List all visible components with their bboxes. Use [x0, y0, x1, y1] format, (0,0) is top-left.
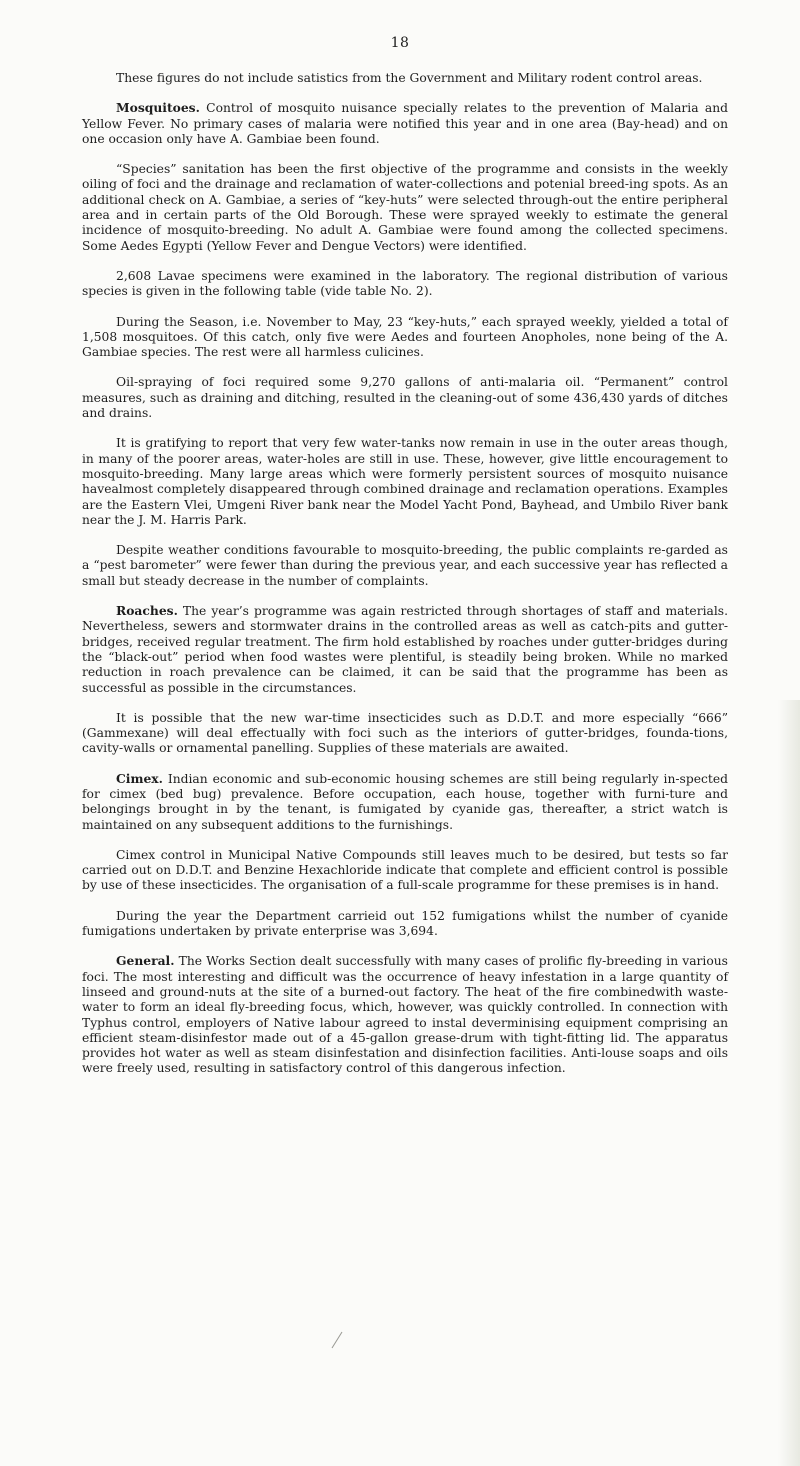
paragraph-cimex [82, 771, 728, 833]
paragraph-text: These figures do not include satistics from the Government and Military rodent control areas. [116, 71, 703, 85]
paragraph-mosquitoes [82, 100, 728, 147]
paragraph-text: It is possible that the new war-time insecticides such as D.D.T. and more especially “666” (Gammexane) will deal effectually with foci such as the interiors of gutter-bridges, founda-tions, cavity-walls or ornamental panelling. Supplies of these materials are awaited. [82, 710, 728, 756]
paragraph-text: “Species” sanitation has been the first objective of the programme and consists in the weekly oiling of foci and the drainage and reclamation of water-collections and potenial breed-ing spots. As an additional check on A. Gambiae, a series of “key-huts” were selected through-out the entire peripheral area and in certain parts of the Old Borough. These were sprayed weekly to estimate the general incidence of mosquito-breeding. No adult A. Gambiae were found among the collected specimens. Some Aedes Egypti (Yellow Fever and Dengue Vectors) were identified. [82, 162, 728, 253]
paragraph-insecticides [82, 710, 728, 757]
paragraph-roaches [82, 603, 728, 696]
paragraph-lavae-specimens [82, 268, 728, 300]
paragraph-water-tanks [82, 435, 728, 528]
paragraph-text: Oil-spraying of foci required some 9,270 gallons of anti-malaria oil. “Permanent” control measures, such as draining and ditching, resulted in the cleaning-out of some 436,430 yards of ditches and drains. [82, 375, 728, 421]
paragraph-text: Indian economic and sub-economic housing schemes are still being regularly in-spected for cimex (bed bug) prevalence. Before occupation, each house, together with furni-ture and belongings brought in by the tenant, is fumigated by cyanide gas, thereafter, a strict watch is maintained on any subsequent additions to the furnishings. [82, 771, 728, 832]
paragraph-text: It is gratifying to report that very few water-tanks now remain in use in the outer areas though, in many of the poorer areas, water-holes are still in use. These, however, give little encouragement to mosquito-breeding. Many large areas which were formerly persistent sources of mosquito nuisance havealmost completely disappeared through combined drainage and reclamation operations. Examples are the Eastern Vlei, Umgeni River bank near the Model Yacht Pond, Bayhead, and Umbilo River bank near the J. M. Harris Park. [82, 436, 728, 527]
paragraph-lead: Roaches. [116, 603, 178, 619]
paragraph-fumigations [82, 908, 728, 940]
paragraph-lead: Mosquitoes. [116, 100, 200, 116]
paragraph-text: Control of mosquito nuisance specially relates to the prevention of Malaria and Yellow Fever. No primary cases of malaria were notified this year and in one area (Bay-head) and on one occasion only have A. Gambiae been found. [82, 101, 728, 146]
paragraph-text: 2,608 Lavae specimens were examined in the laboratory. The regional distribution of various species is given in the following table (vide table No. 2). [82, 268, 728, 299]
paragraph-species-sanitation [82, 161, 728, 254]
page-number: 18 [390, 35, 410, 51]
paragraph-cimex-control [82, 847, 728, 894]
paragraph-oil-spraying [82, 374, 728, 421]
paragraph-general [82, 953, 728, 1076]
paragraph-text: During the year the Department carrieid out 152 fumigations whilst the number of cyanide fumigations undertaken by private enterprise was 3,694. [82, 908, 728, 939]
scan-edge-shadow [778, 700, 800, 1466]
pencil-mark [330, 1330, 344, 1350]
paragraph-lead: Cimex. [116, 770, 163, 786]
paragraph-key-huts [82, 314, 728, 361]
paragraph-lead: General. [116, 953, 175, 969]
paragraph-pest-barometer [82, 542, 728, 589]
paragraph-text: During the Season, i.e. November to May, 23 “key-huts,” each sprayed weekly, yielded a total of 1,508 mosquitoes. Of this catch, only five were Aedes and fourteen Anopholes, none being of the A. Gambiae species. The rest were all harmless culicines. [82, 314, 728, 360]
paragraph-text: The year’s programme was again restricted through shortages of staff and materials. Nevertheless, sewers and stormwater drains in the controlled areas as well as catch-pits and gutter-bridges, received regular treatment. The firm hold established by roaches under gutter-bridges during the “black-out” period when food wastes were plentiful, is steadily being broken. While no marked reduction in roach prevalence can be claimed, it can be said that the programme has been as successful as possible in the circumstances. [82, 604, 728, 695]
paragraph-text: Cimex control in Municipal Native Compounds still leaves much to be desired, but tests so far carried out on D.D.T. and Benzine Hexachloride indicate that complete and efficient control is possible by use of these insecticides. The organisation of a full-scale programme for these premises is in hand. [82, 847, 728, 893]
paragraph-text: The Works Section dealt successfully with many cases of prolific fly-breeding in various foci. The most interesting and difficult was the occurrence of heavy infestation in a large quantity of linseed and ground-nuts at the site of a burned-out factory. The heat of the fire combinedwith waste-water to form an ideal fly-breeding focus, which, however, was quickly controlled. In connection with Typhus control, employers of Native labour agreed to instal deverminising equipment comprising an efficient steam-disinfestor made out of a 45-gallon grease-drum with tight-fitting lid. The apparatus provides hot water as well as steam disinfestation and disinfection facilities. Anti-louse soaps and oils were freely used, resulting in satisfactory control of this dangerous infection. [82, 954, 728, 1076]
paragraph-text: Despite weather conditions favourable to mosquito-breeding, the public complaints re-garded as a “pest barometer” were fewer than during the previous year, and each successive year has reflected a small but steady decrease in the number of complaints. [82, 543, 728, 588]
body-text [82, 70, 728, 1091]
paragraph-rodent-statistics [82, 70, 728, 86]
